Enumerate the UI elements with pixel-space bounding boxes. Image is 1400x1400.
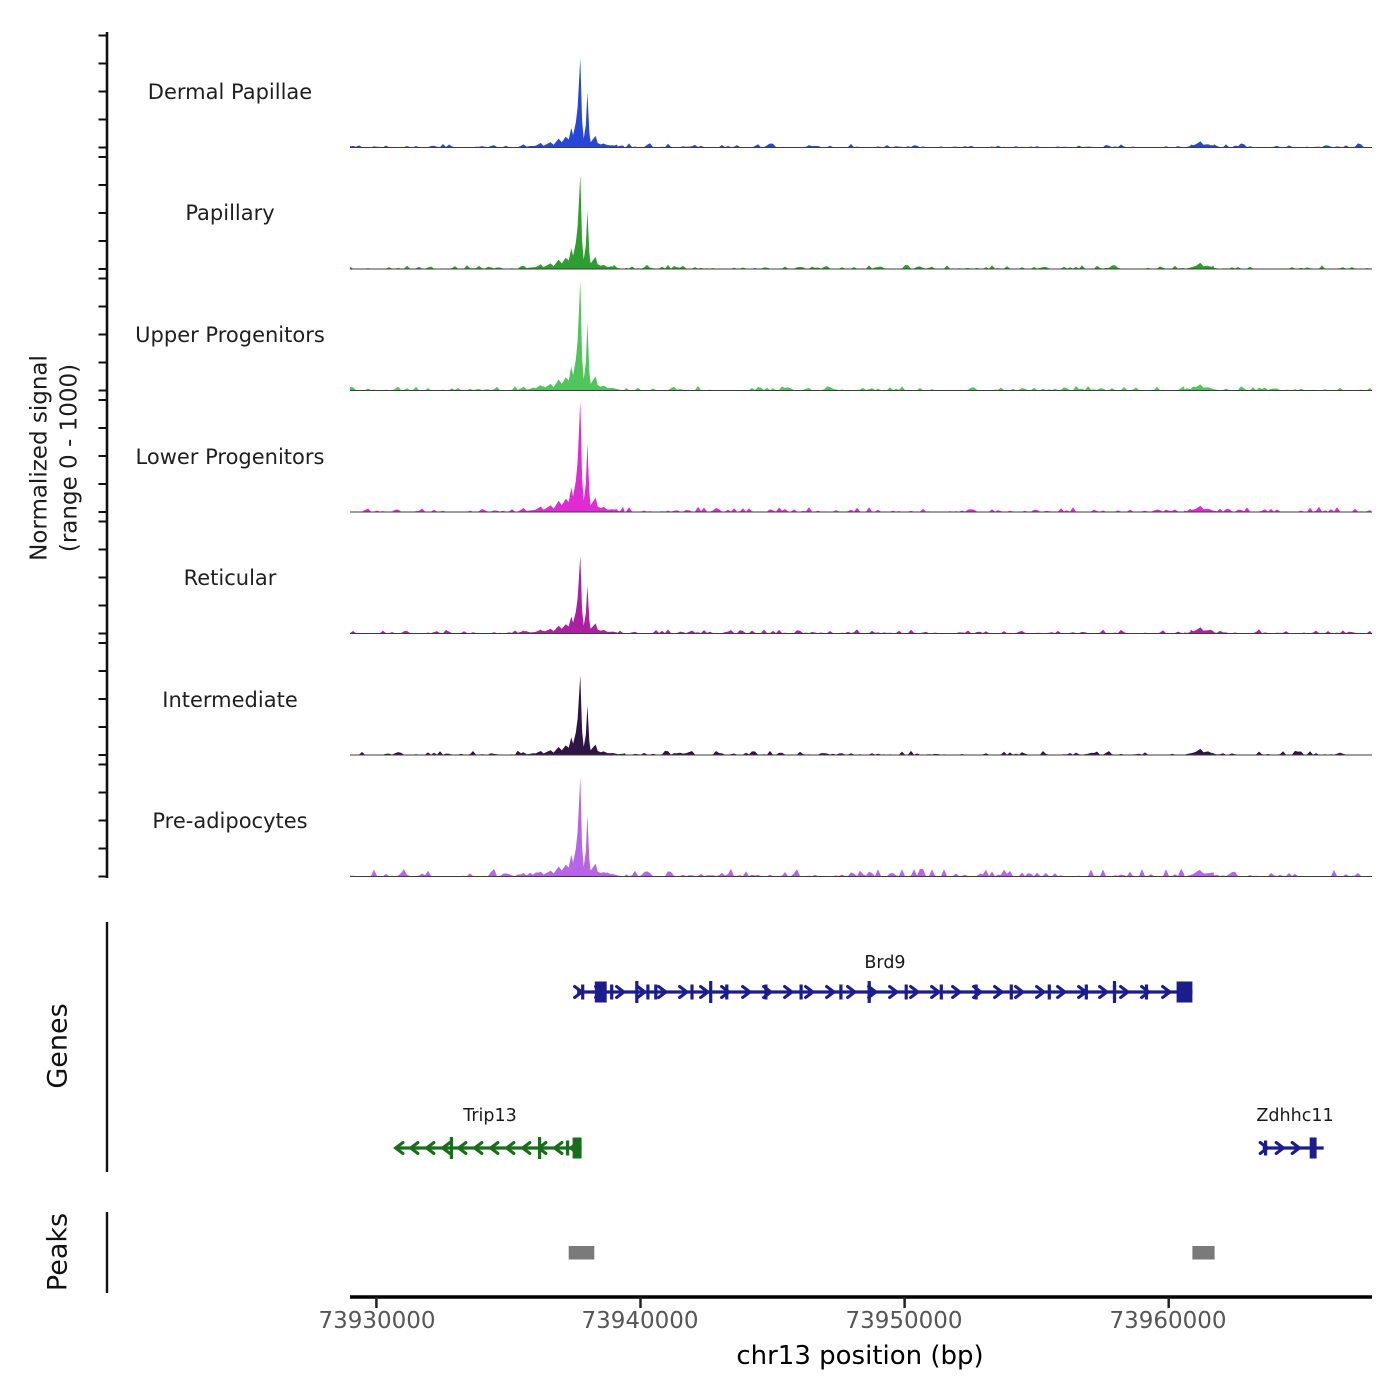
peak-region bbox=[569, 1246, 595, 1260]
gene-model-zdhhc11 bbox=[1260, 1138, 1324, 1159]
signal-track-pre-adipocytes bbox=[350, 777, 1372, 876]
signal-track-reticular bbox=[350, 556, 1372, 634]
signal-area bbox=[350, 59, 1372, 148]
y-axis-label-line2: (range 0 - 1000) bbox=[57, 363, 83, 553]
track-label-lower-progenitors: Lower Progenitors bbox=[135, 445, 325, 469]
signal-track-upper-progenitors bbox=[350, 281, 1372, 391]
track-label-dermal-papillae: Dermal Papillae bbox=[147, 80, 313, 104]
exon-block bbox=[1310, 1138, 1317, 1159]
y-axis-label-line1: Normalized signal bbox=[26, 355, 53, 561]
track-label-pre-adipocytes: Pre-adipocytes bbox=[152, 809, 308, 833]
signal-area bbox=[350, 556, 1372, 634]
x-axis bbox=[350, 1297, 1372, 1308]
track-label-intermediate: Intermediate bbox=[162, 688, 298, 712]
signal-area bbox=[350, 175, 1372, 269]
signal-track-lower-progenitors bbox=[350, 401, 1372, 512]
genes-section-label: Genes bbox=[42, 1003, 74, 1089]
signal-track-intermediate bbox=[350, 675, 1372, 755]
signal-track-papillary bbox=[350, 175, 1372, 269]
signal-area bbox=[350, 281, 1372, 391]
y-axis-label bbox=[25, 355, 86, 561]
x-axis-title: chr13 position (bp) bbox=[736, 1341, 984, 1371]
signal-area bbox=[350, 675, 1372, 755]
exon-block bbox=[1177, 982, 1193, 1003]
signal-track-dermal-papillae bbox=[350, 59, 1372, 148]
signal-area bbox=[350, 401, 1372, 512]
exon-block bbox=[595, 982, 607, 1003]
peaks-track bbox=[569, 1246, 1215, 1260]
gene-model-trip13 bbox=[395, 1137, 581, 1159]
x-tick-label-73950000: 73950000 bbox=[845, 1308, 963, 1334]
gene-name-brd9: Brd9 bbox=[864, 953, 906, 973]
track-label-papillary: Papillary bbox=[185, 201, 275, 225]
x-tick-label-73930000: 73930000 bbox=[318, 1308, 436, 1334]
peak-region bbox=[1192, 1246, 1214, 1260]
gene-model-brd9 bbox=[575, 981, 1193, 1003]
peaks-section-label: Peaks bbox=[42, 1212, 74, 1292]
x-tick-label-73940000: 73940000 bbox=[581, 1308, 699, 1334]
gene-name-trip13: Trip13 bbox=[463, 1106, 517, 1126]
exon-block bbox=[573, 1138, 582, 1159]
track-label-upper-progenitors: Upper Progenitors bbox=[135, 323, 325, 347]
x-tick-label-73960000: 73960000 bbox=[1109, 1308, 1227, 1334]
signal-area bbox=[350, 777, 1372, 876]
gene-name-zdhhc11: Zdhhc11 bbox=[1256, 1106, 1334, 1126]
track-label-reticular: Reticular bbox=[183, 566, 277, 590]
